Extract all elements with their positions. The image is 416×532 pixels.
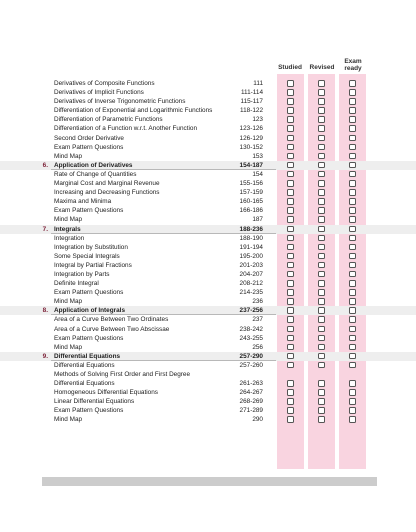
revised-checkbox[interactable]	[318, 116, 325, 123]
page-range: 126-129	[239, 134, 263, 142]
revised-checkbox[interactable]	[318, 89, 325, 96]
studied-checkbox[interactable]	[287, 226, 294, 233]
studied-checkbox[interactable]	[287, 80, 294, 87]
chapter-title: Differential Equations	[54, 352, 121, 360]
topic-title: Mind Map	[54, 152, 83, 160]
topic-row	[0, 270, 416, 279]
exam-ready-checkbox[interactable]	[349, 289, 356, 296]
topic-title: Area of a Curve Between Two Abscissae	[54, 325, 170, 333]
topic-title: Methods of Solving First Order and First Degree	[54, 371, 191, 378]
studied-checkbox[interactable]	[287, 398, 294, 405]
exam-ready-checkbox[interactable]	[349, 362, 356, 369]
exam-ready-checkbox[interactable]	[349, 107, 356, 114]
page-range: 236	[252, 298, 263, 306]
exam-ready-checkbox[interactable]	[349, 98, 356, 105]
revised-checkbox[interactable]	[318, 80, 325, 87]
exam-ready-checkbox[interactable]	[349, 407, 356, 414]
chapter-title: Application of Derivatives	[54, 161, 133, 169]
topic-row	[0, 297, 416, 306]
exam-ready-checkbox[interactable]	[349, 307, 356, 314]
chapter-number: 9.	[42, 352, 48, 360]
topic-row	[0, 261, 416, 270]
page-range: 154-187	[239, 161, 263, 169]
topic-row	[0, 115, 416, 124]
page-range: 257-260	[239, 361, 263, 369]
exam-ready-checkbox[interactable]	[349, 171, 356, 178]
topic-row	[0, 206, 416, 215]
topic-title: Differentiation of Parametric Functions	[54, 116, 163, 124]
studied-checkbox[interactable]	[287, 235, 294, 242]
exam-header-line1: Exam	[344, 58, 362, 65]
page-range: 115-117	[240, 98, 263, 106]
studied-checkbox[interactable]	[287, 271, 294, 278]
page-range: 290	[252, 416, 263, 424]
revised-checkbox[interactable]	[318, 135, 325, 142]
topic-title: Rate of Change of Quantities	[54, 170, 137, 178]
exam-ready-checkbox[interactable]	[349, 226, 356, 233]
chapter-number: 6.	[42, 161, 48, 169]
chapter-title: Integrals	[54, 225, 81, 233]
page-range: 257-290	[239, 352, 263, 360]
exam-ready-checkbox[interactable]	[349, 398, 356, 405]
topic-title: Area of a Curve Between Two Ordinates	[54, 316, 169, 324]
topic-row	[0, 88, 416, 97]
page-range: 118-122	[240, 107, 263, 115]
revised-checkbox[interactable]	[318, 144, 325, 151]
topic-title: Exam Pattern Questions	[54, 407, 124, 415]
revised-checkbox[interactable]	[318, 226, 325, 233]
exam-ready-checkbox[interactable]	[349, 207, 356, 214]
exam-ready-checkbox[interactable]	[349, 253, 356, 260]
exam-ready-checkbox[interactable]	[349, 89, 356, 96]
topic-title: Exam Pattern Questions	[54, 289, 124, 297]
topic-row	[0, 370, 416, 379]
page-range: 187	[252, 216, 263, 224]
revised-checkbox[interactable]	[318, 125, 325, 132]
topic-title: Maxima and Minima	[54, 198, 112, 206]
topic-title: Second Order Derivative	[54, 134, 124, 142]
topic-row	[0, 197, 416, 206]
topic-title: Mind Map	[54, 216, 83, 224]
revised-checkbox[interactable]	[318, 171, 325, 178]
exam-ready-checkbox[interactable]	[349, 235, 356, 242]
topic-title: Marginal Cost and Marginal Revenue	[54, 180, 160, 188]
studied-checkbox[interactable]	[287, 207, 294, 214]
revised-checkbox[interactable]	[318, 362, 325, 369]
exam-ready-checkbox[interactable]	[349, 162, 356, 169]
topic-row	[0, 106, 416, 115]
topic-title: Mind Map	[54, 416, 83, 424]
chapter-number: 7.	[42, 225, 48, 233]
revised-checkbox[interactable]	[318, 280, 325, 287]
page-range: 237-256	[239, 307, 263, 315]
topic-title: Integral by Partial Fractions	[54, 261, 132, 269]
page-range: 195-200	[239, 252, 263, 260]
page-range: 264-267	[239, 389, 263, 397]
studied-checkbox[interactable]	[287, 316, 294, 323]
revised-checkbox[interactable]	[318, 216, 325, 223]
topic-row	[0, 397, 416, 406]
revised-checkbox[interactable]	[318, 398, 325, 405]
page-range: 208-212	[239, 280, 263, 288]
revised-checkbox[interactable]	[318, 307, 325, 314]
topic-title: Differentiation of a Function w.r.t. Another Function	[54, 125, 198, 133]
page-range: 201-203	[239, 261, 263, 269]
exam-ready-checkbox[interactable]	[349, 380, 356, 387]
revised-checkbox[interactable]	[318, 262, 325, 269]
page-range: 214-235	[239, 289, 263, 297]
revised-checkbox[interactable]	[318, 107, 325, 114]
revised-checkbox[interactable]	[318, 271, 325, 278]
studied-checkbox[interactable]	[287, 307, 294, 314]
studied-checkbox[interactable]	[287, 244, 294, 251]
topic-title: Linear Differential Equations	[54, 398, 135, 406]
topic-row	[0, 134, 416, 143]
topic-title: Derivatives of Composite Functions	[54, 80, 155, 87]
revised-checkbox[interactable]	[318, 380, 325, 387]
studied-checkbox[interactable]	[287, 326, 294, 333]
topic-title: Differential Equations	[54, 380, 115, 388]
exam-ready-checkbox[interactable]	[349, 189, 356, 196]
studied-checkbox[interactable]	[287, 335, 294, 342]
page-range: 256	[252, 343, 263, 351]
chapter-title: Application of Integrals	[54, 307, 126, 315]
topic-row	[0, 325, 416, 334]
page-range: 130-152	[239, 143, 263, 151]
revised-checkbox[interactable]	[318, 289, 325, 296]
topic-title: Differential Equations	[54, 361, 115, 369]
revised-checkbox[interactable]	[318, 344, 325, 351]
chapter-number: 8.	[42, 307, 48, 315]
page-range: 123-126	[239, 125, 263, 133]
exam-ready-checkbox[interactable]	[349, 135, 356, 142]
studied-checkbox[interactable]	[287, 162, 294, 169]
studied-checkbox[interactable]	[287, 380, 294, 387]
topic-title: Mind Map	[54, 298, 83, 306]
topic-row	[0, 243, 416, 252]
revised-checkbox[interactable]	[318, 198, 325, 205]
topic-title: Exam Pattern Questions	[54, 334, 124, 342]
footer-bar	[42, 477, 377, 486]
topic-row	[0, 279, 416, 288]
studied-checkbox[interactable]	[287, 298, 294, 305]
exam-ready-checkbox[interactable]	[349, 316, 356, 323]
topic-title: Integration	[54, 234, 85, 242]
exam-ready-checkbox[interactable]	[349, 153, 356, 160]
topic-row	[0, 334, 416, 343]
topic-row	[0, 234, 416, 243]
topic-title: Exam Pattern Questions	[54, 143, 124, 151]
exam-header-line2: ready	[344, 65, 362, 72]
topic-title: Mind Map	[54, 343, 83, 351]
page-range: 243-255	[239, 334, 263, 342]
topic-row	[0, 170, 416, 179]
revised-checkbox[interactable]	[318, 326, 325, 333]
contents-table	[0, 79, 416, 425]
studied-checkbox[interactable]	[287, 216, 294, 223]
studied-checkbox[interactable]	[287, 135, 294, 142]
topic-row	[0, 97, 416, 106]
page-range: 188-236	[239, 225, 263, 233]
topic-title: Integration by Substitution	[54, 243, 128, 251]
topic-row	[0, 379, 416, 388]
studied-checkbox[interactable]	[287, 416, 294, 423]
studied-checkbox[interactable]	[287, 98, 294, 105]
page-range: 191-194	[239, 243, 263, 251]
revised-checkbox[interactable]	[318, 244, 325, 251]
page-range: 123	[252, 116, 263, 124]
studied-checkbox[interactable]	[287, 180, 294, 187]
revised-header: Revised	[309, 64, 335, 71]
revised-checkbox[interactable]	[318, 235, 325, 242]
revised-checkbox[interactable]	[318, 407, 325, 414]
topic-title: Derivatives of Inverse Trigonometric Functions	[54, 98, 186, 106]
revised-checkbox[interactable]	[318, 153, 325, 160]
exam-ready-checkbox[interactable]	[349, 125, 356, 132]
revised-checkbox[interactable]	[318, 316, 325, 323]
exam-ready-checkbox[interactable]	[349, 262, 356, 269]
exam-ready-checkbox[interactable]	[349, 335, 356, 342]
exam-ready-checkbox[interactable]	[349, 116, 356, 123]
topic-title: Exam Pattern Questions	[54, 207, 124, 215]
revised-checkbox[interactable]	[318, 335, 325, 342]
revised-checkbox[interactable]	[318, 416, 325, 423]
page-range: 157-159	[239, 189, 263, 197]
topic-row	[0, 79, 416, 88]
topic-row	[0, 388, 416, 397]
topic-title: Derivatives of Implicit Functions	[54, 89, 144, 97]
page-range: 261-263	[239, 380, 263, 388]
exam-ready-checkbox[interactable]	[349, 144, 356, 151]
page-range: 268-269	[239, 398, 263, 406]
page-range: 237	[252, 316, 263, 324]
studied-checkbox[interactable]	[287, 144, 294, 151]
page-range: 271-289	[239, 407, 263, 415]
studied-checkbox[interactable]	[287, 107, 294, 114]
revised-checkbox[interactable]	[318, 207, 325, 214]
topic-row	[0, 152, 416, 161]
studied-checkbox[interactable]	[287, 344, 294, 351]
studied-checkbox[interactable]	[287, 353, 294, 360]
revised-checkbox[interactable]	[318, 389, 325, 396]
topic-row	[0, 143, 416, 152]
exam-ready-checkbox[interactable]	[349, 280, 356, 287]
topic-row	[0, 406, 416, 415]
studied-header: Studied	[278, 64, 302, 71]
studied-checkbox[interactable]	[287, 407, 294, 414]
page-range: 160-165	[239, 198, 263, 206]
topic-row	[0, 124, 416, 133]
exam-ready-checkbox[interactable]	[349, 198, 356, 205]
studied-checkbox[interactable]	[287, 253, 294, 260]
exam-ready-checkbox[interactable]	[349, 80, 356, 87]
studied-checkbox[interactable]	[287, 153, 294, 160]
studied-checkbox[interactable]	[287, 116, 294, 123]
exam-ready-checkbox[interactable]	[349, 271, 356, 278]
studied-checkbox[interactable]	[287, 189, 294, 196]
topic-title: Differentiation of Exponential and Logarithmic Functions	[54, 107, 213, 115]
topic-row	[0, 361, 416, 370]
exam-ready-checkbox[interactable]	[349, 180, 356, 187]
topic-row	[0, 252, 416, 261]
topic-row	[0, 288, 416, 297]
revised-checkbox[interactable]	[318, 189, 325, 196]
studied-checkbox[interactable]	[287, 289, 294, 296]
page-range: 166-186	[239, 207, 263, 215]
exam-ready-checkbox[interactable]	[349, 216, 356, 223]
studied-checkbox[interactable]	[287, 389, 294, 396]
studied-checkbox[interactable]	[287, 198, 294, 205]
topic-row	[0, 315, 416, 324]
studied-checkbox[interactable]	[287, 362, 294, 369]
exam-ready-checkbox[interactable]	[349, 326, 356, 333]
revised-checkbox[interactable]	[318, 98, 325, 105]
topic-row	[0, 343, 416, 352]
page-range: 111-114	[240, 89, 263, 97]
page-range: 204-207	[239, 270, 263, 278]
studied-checkbox[interactable]	[287, 262, 294, 269]
exam-ready-checkbox[interactable]	[349, 353, 356, 360]
revised-checkbox[interactable]	[318, 253, 325, 260]
exam-ready-checkbox[interactable]	[349, 416, 356, 423]
topic-title: Integration by Parts	[54, 270, 110, 278]
topic-title: Definite Integral	[54, 280, 99, 288]
revised-checkbox[interactable]	[318, 353, 325, 360]
topic-title: Some Special Integrals	[54, 252, 120, 260]
page-range: 238-242	[239, 325, 263, 333]
topic-row	[0, 415, 416, 424]
page-range: 188-190	[239, 234, 263, 242]
topic-title: Homogeneous Differential Equations	[54, 389, 158, 397]
studied-checkbox[interactable]	[287, 171, 294, 178]
topic-title: Increasing and Decreasing Functions	[54, 189, 160, 197]
exam-ready-checkbox[interactable]	[349, 298, 356, 305]
exam-ready-checkbox[interactable]	[349, 244, 356, 251]
revised-checkbox[interactable]	[318, 162, 325, 169]
page-range: 153	[252, 152, 263, 160]
exam-ready-header	[333, 58, 373, 72]
topic-row	[0, 179, 416, 188]
studied-checkbox[interactable]	[287, 89, 294, 96]
exam-ready-checkbox[interactable]	[349, 389, 356, 396]
revised-checkbox[interactable]	[318, 180, 325, 187]
page-range: 155-156	[239, 180, 263, 188]
exam-ready-checkbox[interactable]	[349, 344, 356, 351]
page-range: 154	[252, 170, 263, 178]
studied-checkbox[interactable]	[287, 280, 294, 287]
revised-checkbox[interactable]	[318, 298, 325, 305]
studied-checkbox[interactable]	[287, 125, 294, 132]
page-range: 111	[253, 80, 263, 87]
topic-row	[0, 188, 416, 197]
topic-row	[0, 215, 416, 224]
